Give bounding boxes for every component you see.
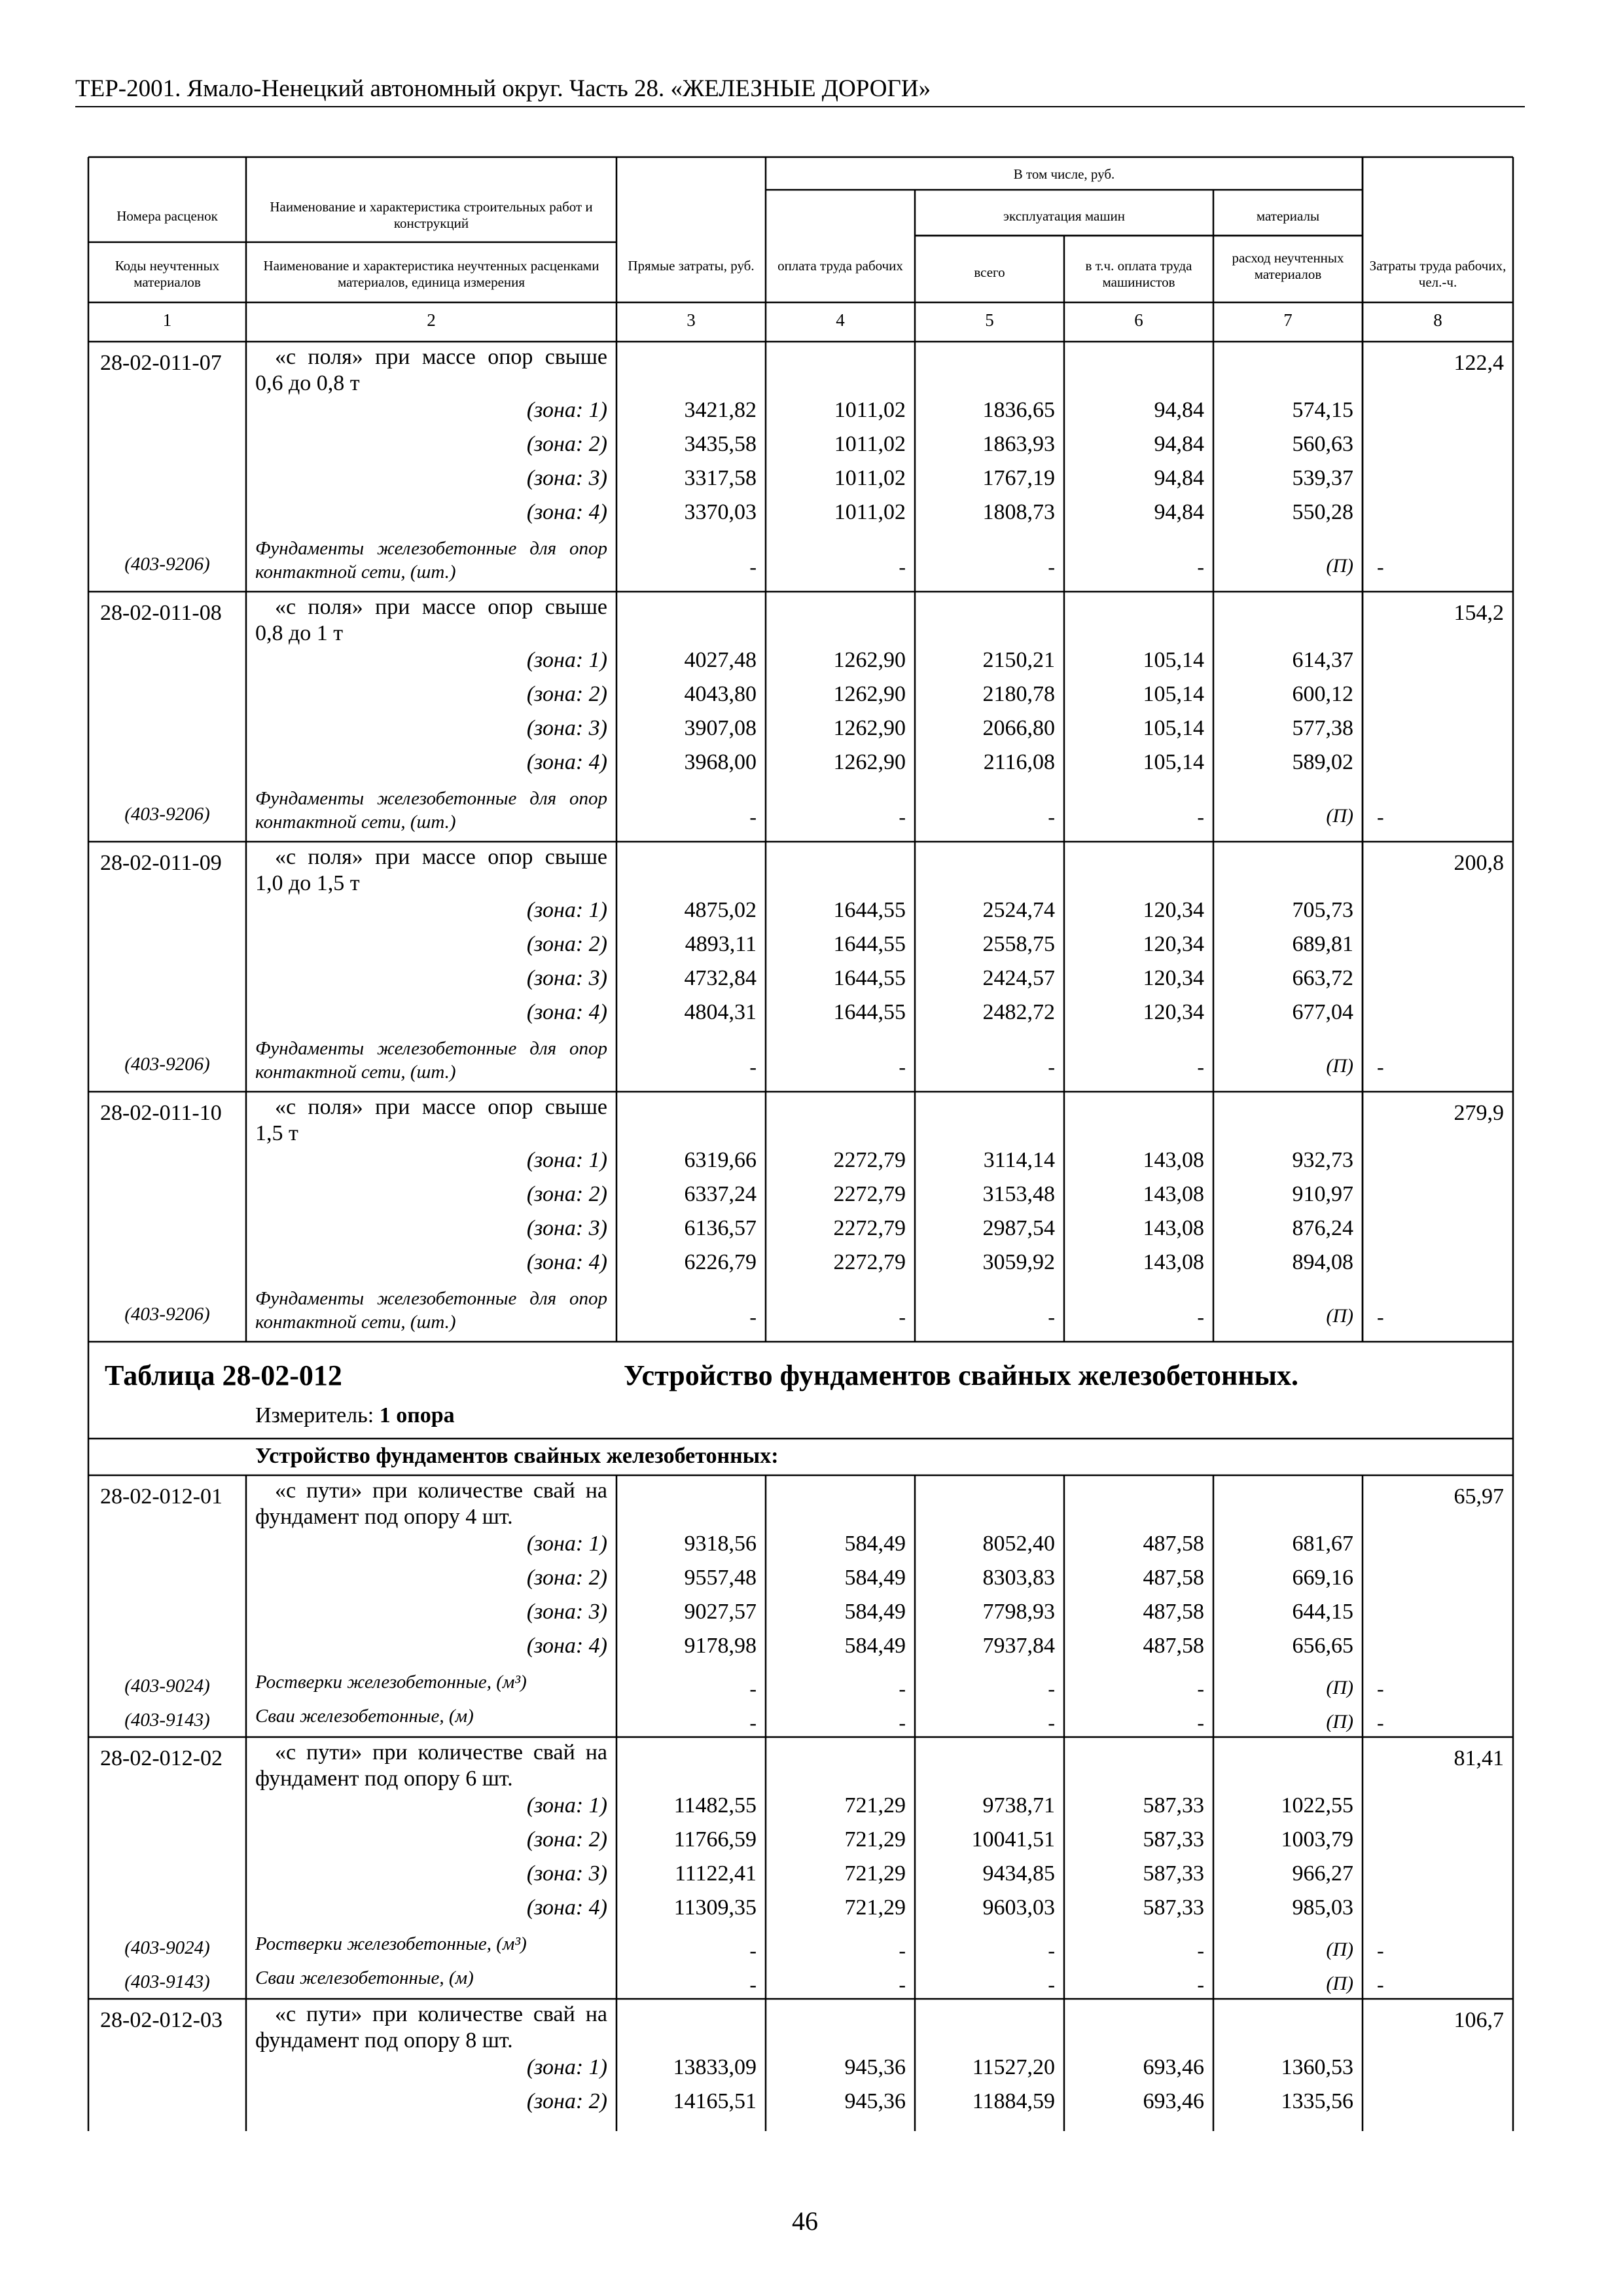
column-number: 1	[162, 310, 172, 330]
cost-cell: 8303,83	[982, 1566, 1055, 1590]
cost-cell: 4027,48	[684, 648, 757, 672]
dash-mark: -	[1048, 1973, 1055, 1996]
zone-label: (зона: 3)	[526, 1600, 607, 1624]
cost-cell: 94,84	[1154, 432, 1204, 456]
unaccounted-mark: (П)	[1326, 805, 1353, 827]
section-title: Устройство фундаментов свайных железобетонных:	[255, 1444, 779, 1468]
zone-label: (зона: 2)	[526, 682, 607, 706]
cost-cell: 945,36	[844, 2089, 906, 2113]
cost-cell: 1644,55	[833, 932, 906, 956]
rate-description: «с пути» при количестве свай на фундамент под опору 6 шт.	[255, 1740, 607, 1791]
dash-mark: -	[1048, 1677, 1055, 1700]
rate-description: «с поля» при массе опор свыше 1,5 т	[255, 1095, 607, 1145]
column-number: 4	[836, 310, 845, 330]
zone-label: (зона: 4)	[526, 1895, 607, 1920]
cost-cell: 143,08	[1143, 1148, 1204, 1172]
dash-mark: -	[749, 1305, 757, 1329]
zone-label: (зона: 2)	[526, 1182, 607, 1206]
material-code: (403-9206)	[124, 554, 210, 575]
cost-cell: 693,46	[1143, 2089, 1204, 2113]
material-code: (403-9143)	[124, 1971, 210, 1992]
cost-cell: 681,67	[1292, 1532, 1353, 1556]
material-code: (403-9024)	[124, 1676, 210, 1696]
cost-cell: 1360,53	[1281, 2055, 1353, 2079]
dash-mark: -	[749, 1677, 757, 1700]
dash-mark: -	[749, 555, 757, 579]
dash-mark: -	[1197, 555, 1204, 579]
material-code: (403-9206)	[124, 1054, 210, 1075]
labor-cost: 200,8	[1454, 851, 1504, 875]
cost-cell: 3907,08	[684, 716, 757, 740]
cost-cell: 487,58	[1143, 1634, 1204, 1658]
cost-cell: 574,15	[1292, 398, 1353, 422]
cost-cell: 584,49	[844, 1634, 906, 1658]
labor-cost: 279,9	[1454, 1101, 1504, 1125]
labor-cost: 154,2	[1454, 601, 1504, 625]
cost-cell: 2272,79	[833, 1250, 906, 1274]
cost-cell: 9434,85	[982, 1861, 1055, 1886]
cost-cell: 487,58	[1143, 1532, 1204, 1556]
dash-mark: -	[1197, 1939, 1204, 1962]
material-name: Фундаменты железобетонные для опор контактной сети, (шт.)	[255, 1038, 607, 1083]
cost-cell: 3421,82	[684, 398, 757, 422]
incl-header: В том числе, руб.	[1013, 166, 1115, 182]
cost-cell: 1011,02	[834, 398, 906, 422]
cost-cell: 4043,80	[684, 682, 757, 706]
rate-description: «с пути» при количестве свай на фундамент под опору 8 шт.	[255, 2002, 607, 2053]
cost-cell: 4875,02	[684, 898, 757, 922]
cost-cell: 7798,93	[982, 1600, 1055, 1624]
material-code: (403-9206)	[124, 804, 210, 825]
zone-label: (зона: 1)	[526, 398, 607, 422]
cost-cell: 3370,03	[684, 500, 757, 524]
cost-cell: 4732,84	[684, 966, 757, 990]
cost-cell: 105,14	[1143, 682, 1204, 706]
dash-mark: -	[749, 1055, 757, 1079]
zone-label: (зона: 1)	[526, 1793, 607, 1818]
col1-top-header: Номера расценок	[116, 208, 218, 224]
cost-cell: 584,49	[844, 1566, 906, 1590]
labor-cost: 106,7	[1454, 2008, 1504, 2032]
cost-cell: 9027,57	[684, 1600, 757, 1624]
unaccounted-mark: (П)	[1326, 1305, 1353, 1327]
cost-cell: 721,29	[844, 1827, 906, 1852]
zone-label: (зона: 4)	[526, 500, 607, 524]
cost-cell: 11122,41	[675, 1861, 757, 1886]
zone-label: (зона: 3)	[526, 966, 607, 990]
cost-cell: 966,27	[1292, 1861, 1353, 1886]
cost-cell: 8052,40	[982, 1532, 1055, 1556]
cost-cell: 589,02	[1292, 750, 1353, 774]
cost-cell: 1767,19	[982, 466, 1055, 490]
cost-cell: 1022,55	[1281, 1793, 1353, 1818]
cost-cell: 10041,51	[971, 1827, 1055, 1852]
cost-cell: 6319,66	[684, 1148, 757, 1172]
cost-cell: 705,73	[1292, 898, 1353, 922]
unaccounted-mark: (П)	[1326, 1711, 1353, 1732]
rate-code: 28-02-012-01	[100, 1484, 223, 1509]
cost-cell: 663,72	[1292, 966, 1353, 990]
dash-mark: -	[1197, 1055, 1204, 1079]
labor-cost: 65,97	[1454, 1484, 1504, 1509]
dash-mark: -	[749, 1711, 757, 1734]
cost-cell: 1011,02	[834, 466, 906, 490]
material-name: Фундаменты железобетонные для опор контактной сети, (шт.)	[255, 538, 607, 583]
dash-mark: -	[1197, 1305, 1204, 1329]
cost-cell: 487,58	[1143, 1566, 1204, 1590]
cost-cell: 894,08	[1292, 1250, 1353, 1274]
dash-mark: -	[1048, 1939, 1055, 1962]
cost-cell: 6136,57	[684, 1216, 757, 1240]
cost-cell: 584,49	[844, 1532, 906, 1556]
column-number: 3	[687, 310, 696, 330]
cost-cell: 120,34	[1143, 1000, 1204, 1024]
cost-cell: 3435,58	[684, 432, 757, 456]
cost-cell: 669,16	[1292, 1566, 1353, 1590]
dash-mark: -	[1377, 805, 1384, 829]
cost-cell: 550,28	[1292, 500, 1353, 524]
col1-bottom-header: Коды неучтенных материалов	[115, 258, 220, 290]
cost-cell: 577,38	[1292, 716, 1353, 740]
cost-cell: 9178,98	[684, 1634, 757, 1658]
cost-cell: 3968,00	[684, 750, 757, 774]
cost-cell: 910,97	[1292, 1182, 1353, 1206]
cost-cell: 2482,72	[982, 1000, 1055, 1024]
zone-label: (зона: 2)	[526, 932, 607, 956]
material-code: (403-9206)	[124, 1304, 210, 1325]
cost-cell: 143,08	[1143, 1216, 1204, 1240]
dash-mark: -	[1048, 555, 1055, 579]
zone-label: (зона: 3)	[526, 1861, 607, 1886]
unaccounted-mark: (П)	[1326, 1939, 1353, 1960]
meter-label: Измеритель:	[255, 1403, 374, 1427]
page-number: 46	[792, 2206, 818, 2236]
cost-cell: 587,33	[1143, 1827, 1204, 1852]
dash-mark: -	[749, 805, 757, 829]
labor-cost: 81,41	[1454, 1746, 1504, 1770]
meter-value: 1 опора	[379, 1403, 455, 1427]
cost-cell: 120,34	[1143, 898, 1204, 922]
column-number: 8	[1433, 310, 1442, 330]
cost-cell: 7937,84	[982, 1634, 1055, 1658]
table-title: Устройство фундаментов свайных железобетонных.	[624, 1359, 1299, 1391]
zone-label: (зона: 2)	[526, 1827, 607, 1852]
column-number: 7	[1283, 310, 1293, 330]
cost-cell: 2150,21	[982, 648, 1055, 672]
zone-label: (зона: 2)	[526, 432, 607, 456]
col2-top-header: Наименование и характеристика строительных работ и конструкций	[270, 199, 593, 231]
zone-label: (зона: 4)	[526, 750, 607, 774]
zone-label: (зона: 1)	[526, 648, 607, 672]
cost-cell: 14165,51	[673, 2089, 757, 2113]
column-number: 6	[1134, 310, 1143, 330]
cost-cell: 1644,55	[833, 966, 906, 990]
cost-cell: 13833,09	[673, 2055, 757, 2079]
cost-cell: 1262,90	[833, 682, 906, 706]
col2-bottom-header: Наименование и характеристика неучтенных расценками материалов, единица измерения	[263, 258, 599, 290]
dash-mark: -	[899, 1305, 906, 1329]
cost-cell: 693,46	[1143, 2055, 1204, 2079]
rate-code: 28-02-011-07	[100, 351, 222, 375]
cost-cell: 560,63	[1292, 432, 1353, 456]
rate-code: 28-02-011-08	[100, 601, 222, 625]
dash-mark: -	[899, 1939, 906, 1962]
col3-header: Прямые затраты, руб.	[628, 258, 755, 274]
cost-cell: 9738,71	[982, 1793, 1055, 1818]
zone-label: (зона: 4)	[526, 1250, 607, 1274]
dash-mark: -	[1197, 1711, 1204, 1734]
dash-mark: -	[899, 1711, 906, 1734]
unaccounted-mark: (П)	[1326, 1973, 1353, 1994]
cost-cell: 11482,55	[673, 1793, 757, 1818]
dash-mark: -	[899, 1055, 906, 1079]
dash-mark: -	[1377, 1055, 1384, 1079]
cost-cell: 4804,31	[684, 1000, 757, 1024]
cost-cell: 11527,20	[972, 2055, 1055, 2079]
dash-mark: -	[1377, 1973, 1384, 1996]
cost-cell: 1808,73	[982, 500, 1055, 524]
dash-mark: -	[1048, 1305, 1055, 1329]
dash-mark: -	[1377, 1711, 1384, 1734]
dash-mark: -	[1197, 1677, 1204, 1700]
column-number: 2	[427, 310, 436, 330]
cost-cell: 2180,78	[982, 682, 1055, 706]
cost-cell: 6337,24	[684, 1182, 757, 1206]
cost-cell: 9603,03	[982, 1895, 1055, 1920]
rate-code: 28-02-011-09	[100, 851, 222, 875]
material-name: Сваи железобетонные, (м)	[255, 1706, 474, 1727]
zone-label: (зона: 1)	[526, 2055, 607, 2079]
cost-cell: 600,12	[1292, 682, 1353, 706]
dash-mark: -	[1197, 1973, 1204, 1996]
unaccounted-mark: (П)	[1326, 1055, 1353, 1077]
cost-cell: 1644,55	[833, 898, 906, 922]
page-header: ТЕР-2001. Ямало-Ненецкий автономный округ. Часть 28. «ЖЕЛЕЗНЫЕ ДОРОГИ»	[75, 75, 931, 102]
cost-cell: 2987,54	[982, 1216, 1055, 1240]
zone-label: (зона: 4)	[526, 1634, 607, 1658]
cost-cell: 2524,74	[982, 898, 1055, 922]
table-meter	[255, 1405, 455, 1427]
material-name: Ростверки железобетонные, (м³)	[255, 1933, 527, 1954]
rate-description: «с поля» при массе опор свыше 0,8 до 1 т	[255, 595, 607, 645]
cost-cell: 587,33	[1143, 1861, 1204, 1886]
cost-cell: 539,37	[1292, 466, 1353, 490]
rate-code: 28-02-012-02	[100, 1746, 223, 1770]
table-number: Таблица 28-02-012	[105, 1359, 342, 1391]
rate-code: 28-02-011-10	[100, 1101, 222, 1125]
cost-cell: 11309,35	[673, 1895, 757, 1920]
cost-cell: 1863,93	[982, 432, 1055, 456]
materials-header: материалы	[1256, 208, 1320, 224]
cost-cell: 105,14	[1143, 648, 1204, 672]
dash-mark: -	[1377, 1939, 1384, 1962]
col5-header: всего	[974, 264, 1005, 280]
cost-cell: 2272,79	[833, 1182, 906, 1206]
cost-cell: 1262,90	[833, 750, 906, 774]
cost-cell: 1335,56	[1281, 2089, 1353, 2113]
rate-code: 28-02-012-03	[100, 2008, 223, 2032]
cost-cell: 945,36	[844, 2055, 906, 2079]
cost-cell: 2272,79	[833, 1216, 906, 1240]
dash-mark: -	[1377, 555, 1384, 579]
dash-mark: -	[1197, 805, 1204, 829]
cost-cell: 689,81	[1292, 932, 1353, 956]
dash-mark: -	[1377, 1677, 1384, 1700]
cost-cell: 721,29	[844, 1793, 906, 1818]
cost-cell: 6226,79	[684, 1250, 757, 1274]
cost-cell: 3317,58	[684, 466, 757, 490]
zone-label: (зона: 3)	[526, 716, 607, 740]
cost-cell: 94,84	[1154, 466, 1204, 490]
dash-mark: -	[899, 805, 906, 829]
material-code: (403-9143)	[124, 1710, 210, 1731]
col6-header: в т.ч. оплата труда машинистов	[1085, 258, 1192, 290]
cost-cell: 587,33	[1143, 1895, 1204, 1920]
cost-cell: 876,24	[1292, 1216, 1353, 1240]
zone-label: (зона: 4)	[526, 1000, 607, 1024]
rate-description: «с пути» при количестве свай на фундамент под опору 4 шт.	[255, 1479, 607, 1529]
zone-label: (зона: 1)	[526, 1532, 607, 1556]
dash-mark: -	[1377, 1305, 1384, 1329]
col4-header: оплата труда рабочих	[777, 258, 903, 274]
cost-cell: 1836,65	[982, 398, 1055, 422]
cost-cell: 1011,02	[834, 432, 906, 456]
cost-cell: 487,58	[1143, 1600, 1204, 1624]
cost-cell: 3059,92	[982, 1250, 1055, 1274]
cost-cell: 4893,11	[685, 932, 757, 956]
dash-mark: -	[899, 555, 906, 579]
zone-label: (зона: 1)	[526, 1148, 607, 1172]
cost-cell: 1262,90	[833, 648, 906, 672]
zone-label: (зона: 2)	[526, 2089, 607, 2113]
cost-cell: 1003,79	[1281, 1827, 1353, 1852]
cost-cell: 120,34	[1143, 932, 1204, 956]
cost-cell: 143,08	[1143, 1250, 1204, 1274]
cost-cell: 3153,48	[982, 1182, 1055, 1206]
zone-label: (зона: 1)	[526, 898, 607, 922]
cost-cell: 2116,08	[983, 750, 1055, 774]
cost-cell: 932,73	[1292, 1148, 1353, 1172]
cost-cell: 94,84	[1154, 398, 1204, 422]
material-name: Фундаменты железобетонные для опор контактной сети, (шт.)	[255, 1288, 607, 1333]
cost-cell: 2272,79	[833, 1148, 906, 1172]
cost-cell: 3114,14	[983, 1148, 1055, 1172]
cost-cell: 677,04	[1292, 1000, 1353, 1024]
material-name: Сваи железобетонные, (м)	[255, 1967, 474, 1988]
labor-cost: 122,4	[1454, 351, 1504, 375]
dash-mark: -	[749, 1939, 757, 1962]
material-name: Ростверки железобетонные, (м³)	[255, 1672, 527, 1693]
material-code: (403-9024)	[124, 1937, 210, 1958]
dash-mark: -	[1048, 805, 1055, 829]
cost-cell: 105,14	[1143, 716, 1204, 740]
dash-mark: -	[1048, 1055, 1055, 1079]
cost-cell: 2558,75	[982, 932, 1055, 956]
cost-cell: 94,84	[1154, 500, 1204, 524]
dash-mark: -	[899, 1973, 906, 1996]
cost-cell: 614,37	[1292, 648, 1353, 672]
dash-mark: -	[899, 1677, 906, 1700]
cost-cell: 656,65	[1292, 1634, 1353, 1658]
dash-mark: -	[1048, 1711, 1055, 1734]
dash-mark: -	[749, 1973, 757, 1996]
zone-label: (зона: 3)	[526, 466, 607, 490]
cost-cell: 1011,02	[834, 500, 906, 524]
cost-cell: 584,49	[844, 1600, 906, 1624]
cost-cell: 587,33	[1143, 1793, 1204, 1818]
col7-header: расход неучтенных материалов	[1232, 250, 1344, 282]
cost-cell: 1262,90	[833, 716, 906, 740]
zone-label: (зона: 3)	[526, 1216, 607, 1240]
col8-header: Затраты труда рабочих, чел.-ч.	[1369, 258, 1507, 290]
cost-cell: 644,15	[1292, 1600, 1353, 1624]
material-name: Фундаменты железобетонные для опор контактной сети, (шт.)	[255, 788, 607, 833]
cost-cell: 721,29	[844, 1895, 906, 1920]
cost-cell: 11766,59	[673, 1827, 757, 1852]
cost-cell: 120,34	[1143, 966, 1204, 990]
cost-cell: 9557,48	[684, 1566, 757, 1590]
rate-description: «с поля» при массе опор свыше 0,6 до 0,8 т	[255, 345, 607, 395]
cost-cell: 9318,56	[684, 1532, 757, 1556]
cost-cell: 105,14	[1143, 750, 1204, 774]
rate-description: «с поля» при массе опор свыше 1,0 до 1,5 т	[255, 845, 607, 895]
cost-cell: 1644,55	[833, 1000, 906, 1024]
cost-cell: 143,08	[1143, 1182, 1204, 1206]
column-number: 5	[985, 310, 994, 330]
unaccounted-mark: (П)	[1326, 555, 1353, 577]
cost-cell: 2424,57	[982, 966, 1055, 990]
cost-cell: 721,29	[844, 1861, 906, 1886]
machines-header: эксплуатация машин	[1003, 208, 1125, 224]
cost-cell: 985,03	[1292, 1895, 1353, 1920]
unaccounted-mark: (П)	[1326, 1677, 1353, 1698]
cost-cell: 11884,59	[972, 2089, 1055, 2113]
zone-label: (зона: 2)	[526, 1566, 607, 1590]
cost-cell: 2066,80	[982, 716, 1055, 740]
